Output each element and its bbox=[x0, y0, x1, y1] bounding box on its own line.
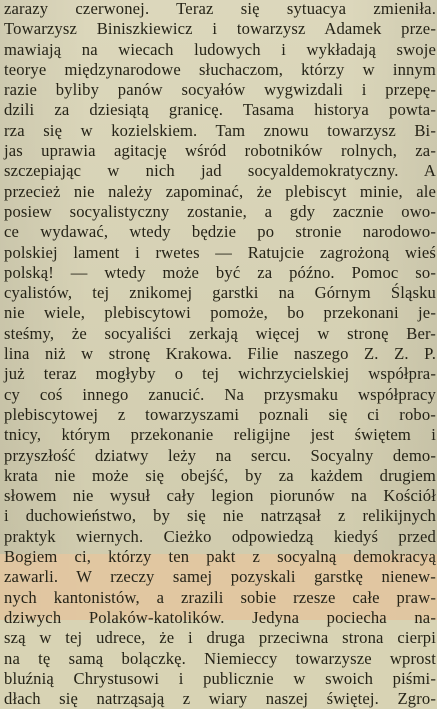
text-line: bluźnią Chrystusowi i publicznie w swoich piśmi- bbox=[4, 668, 436, 688]
text-line: krata nie może się obejść, by za każdem drugiem bbox=[4, 465, 436, 485]
text-line: nych kantonistów, a zrazili sobie rzesze całe praw- bbox=[4, 587, 436, 607]
text-line: już teraz mogłyby o tej wichrzycielskiej współpra- bbox=[4, 364, 436, 384]
text-line: steśmy, że socyaliści zerkają więcej w stronę Ber- bbox=[4, 323, 436, 343]
text-line: cy coś innego zanucić. Na przysmaku współpracy bbox=[4, 384, 436, 404]
article-text-column bbox=[4, 0, 436, 709]
text-line: dzili za dziesiątą granicę. Tasama historya powta- bbox=[4, 100, 436, 120]
text-line: nie wiele, plebiscytowi pomoże, bo przekonani je- bbox=[4, 303, 436, 323]
text-line: dłach się natrząsają z wiary naszej świętej. Zgro- bbox=[4, 689, 436, 709]
text-line: praktyk wiernych. Cieżko odpowiedzą kiedyś przed bbox=[4, 526, 436, 546]
text-line: zarazy czerwonej. Teraz się sytuacya zmieniła. bbox=[4, 0, 436, 18]
text-line: i duchowieństwo, by się nie natrząsał z relikijnych bbox=[4, 506, 436, 526]
text-line: Towarzysz Biniszkiewicz i towarzysz Adamek prze- bbox=[4, 19, 436, 39]
text-line: ce wydawać, wtedy będzie po stronie narodowo- bbox=[4, 222, 436, 242]
text-line: plebiscytowej z towarzyszami poznali się ci robo- bbox=[4, 404, 436, 424]
text-line: na tę samą bolączkę. Niemieccy towarzysze wprost bbox=[4, 648, 436, 668]
text-line: przyszłość dziatwy leży na sercu. Socyalny demo- bbox=[4, 445, 436, 465]
text-line: lina niż w stronę Krakowa. Filie naszego Z. Z. P. bbox=[4, 344, 436, 364]
text-line: dziwych Polaków-katolików. Jedyna pociecha na- bbox=[4, 607, 436, 627]
text-line: cyalistów, tej znikomej garstki na Górnym Śląsku bbox=[4, 283, 436, 303]
text-line: Bogiem ci, którzy ten pakt z socyalną demokracyą bbox=[4, 547, 436, 567]
text-line: teorye międzynarodowe słuchaczom, którzy w innym bbox=[4, 59, 436, 79]
text-line: jas uprawia agitację wśród robotników rolnych, za- bbox=[4, 141, 436, 161]
text-line: razie byliby panów socyałów wygwizdali i przepę- bbox=[4, 80, 436, 100]
text-line: rza się w kozielskiem. Tam znowu towarzysz Bi- bbox=[4, 120, 436, 140]
text-line: słowem nie wysuł cały legion piorunów na Kościół bbox=[4, 486, 436, 506]
text-line: polską! — wtedy może być za późno. Pomoc so- bbox=[4, 262, 436, 282]
text-line: tnicy, którym przekonanie religijne jest świętem i bbox=[4, 425, 436, 445]
text-line: polskiej lament i rwetes — Ratujcie zagrożoną wieś bbox=[4, 242, 436, 262]
text-line: szczepiając w nich jad socyaldemokratyczny. A bbox=[4, 161, 436, 181]
text-line: mawiają na wiecach ludowych i wykładają swoje bbox=[4, 39, 436, 59]
text-line: zawarli. W rzeczy samej pozyskali garstkę nienew- bbox=[4, 567, 436, 587]
text-line: posiew socyalistyczny zostanie, a gdy zacznie owo- bbox=[4, 201, 436, 221]
text-line: przecież nie należy zapominać, że plebiscyt minie, ale bbox=[4, 181, 436, 201]
text-line: szą w tej udrece, że i druga przeciwna strona cierpi bbox=[4, 628, 436, 648]
